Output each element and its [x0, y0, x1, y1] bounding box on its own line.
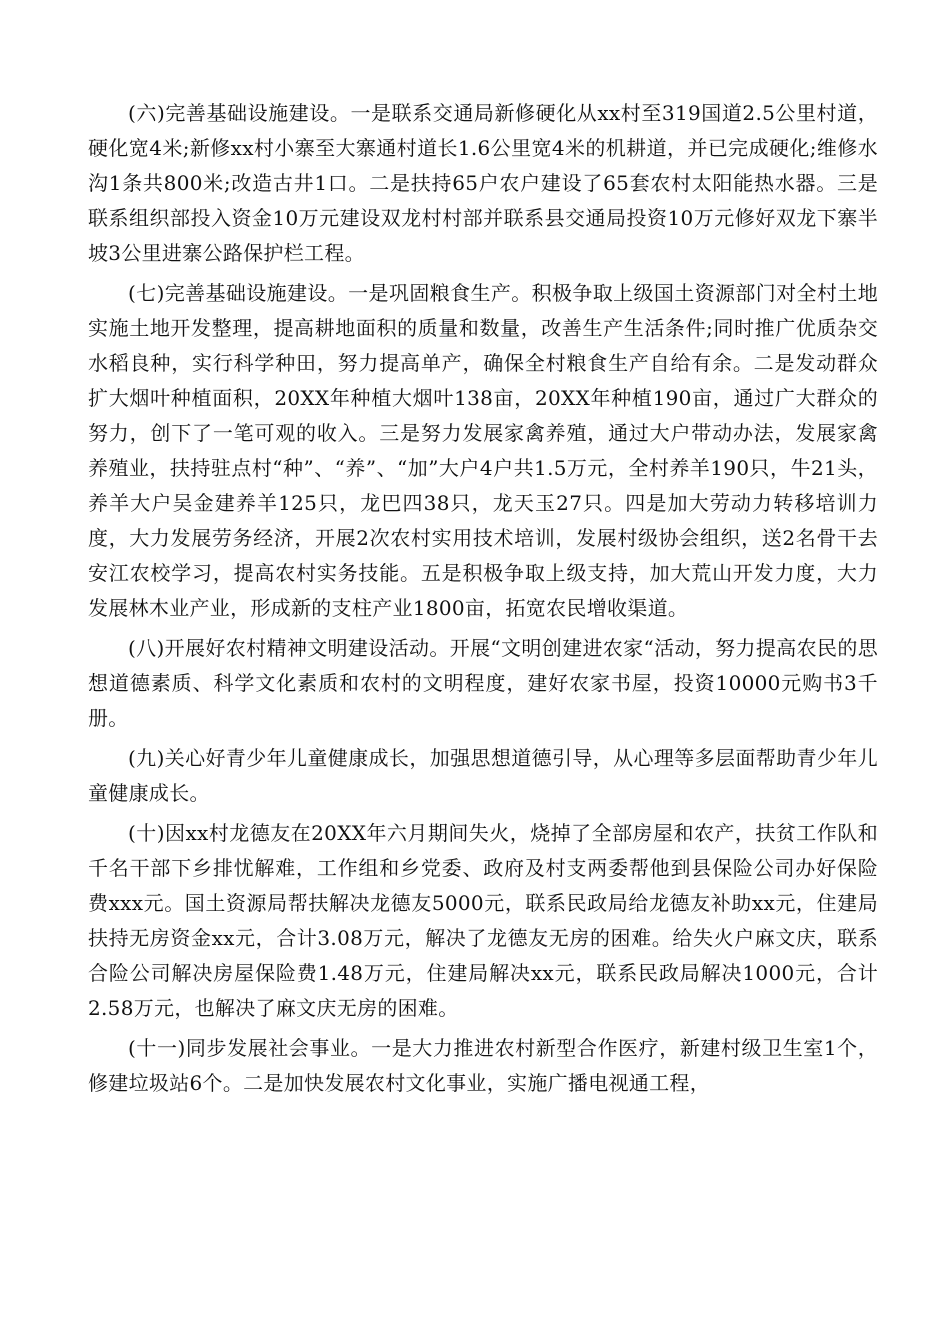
paragraph-fire-relief-10: (十)因xx村龙德友在20XX年六月期间失火，烧掉了全部房屋和农产，扶贫工作队和千名干部下乡排忧解难，工作组和乡党委、政府及村支两委帮他到县保险公司办好保险费xxx元。国土资源局帮扶解决龙德友5000元，联系民政局给龙德友补助xx元，住建局扶持无房资金xx元，合计3.08万元，解决了龙德友无房的困难。给失火户麻文庆，联系合险公司解决房屋保险费1.48万元，住建局解决xx元，联系民政局解决1000元，合计2.58万元，也解决了麻文庆无房的困难。 — [88, 821, 878, 1020]
paragraph-social-11: (十一)同步发展社会事业。一是大力推进农村新型合作医疗，新建村级卫生室1个，修建垃圾站6个。二是加快发展农村文化事业，实施广播电视通工程， — [88, 1036, 878, 1095]
paragraph-civilization-8: (八)开展好农村精神文明建设活动。开展“文明创建进农家“活动，努力提高农民的思想道德素质、科学文化素质和农村的文明程度，建好农家书屋，投资10000元购书3千册。 — [88, 636, 878, 730]
paragraph-infrastructure-6: (六)完善基础设施建设。一是联系交通局新修硬化从xx村至319国道2.5公里村道，硬化宽4米;新修xx村小寨至大寨通村道长1.6公里宽4米的机耕道，并已完成硬化;维修水沟1条共800米;改造古井1口。二是扶持65户农户建设了65套农村太阳能热水器。三是联系组织部投入资金10万元建设双龙村村部并联系县交通局投资10万元修好双龙下寨半坡3公里进寨公路保护栏工程。 — [88, 101, 878, 265]
paragraph-infrastructure-7: (七)完善基础设施建设。一是巩固粮食生产。积极争取上级国土资源部门对全村土地实施土地开发整理，提高耕地面积的质量和数量，改善生产生活条件;同时推广优质杂交水稻良种，实行科学种田，努力提高单产，确保全村粮食生产自给有余。二是发动群众扩大烟叶种植面积，20XX年种植大烟叶138亩，20XX年种植190亩，通过广大群众的努力，创下了一笔可观的收入。三是努力发展家禽养殖，通过大户带动办法，发展家禽养殖业，扶持驻点村“种”、“养”、“加”大户4户共1.5万元，全村养羊190只，牛21头，养羊大户吴金建养羊125只，龙巴四38只，龙天玉27只。四是加大劳动力转移培训力度，大力发展劳务经济，开展2次农村实用技术培训，发展村级协会组织，送2名骨干去安江农校学习，提高农村实务技能。五是积极争取上级支持，加大荒山开发力度，大力发展林木业产业，形成新的支柱产业1800亩，拓宽农民增收渠道。 — [88, 281, 878, 620]
document-body — [88, 96, 878, 1106]
paragraph-youth-9: (九)关心好青少年儿童健康成长，加强思想道德引导，从心理等多层面帮助青少年儿童健康成长。 — [88, 746, 878, 805]
